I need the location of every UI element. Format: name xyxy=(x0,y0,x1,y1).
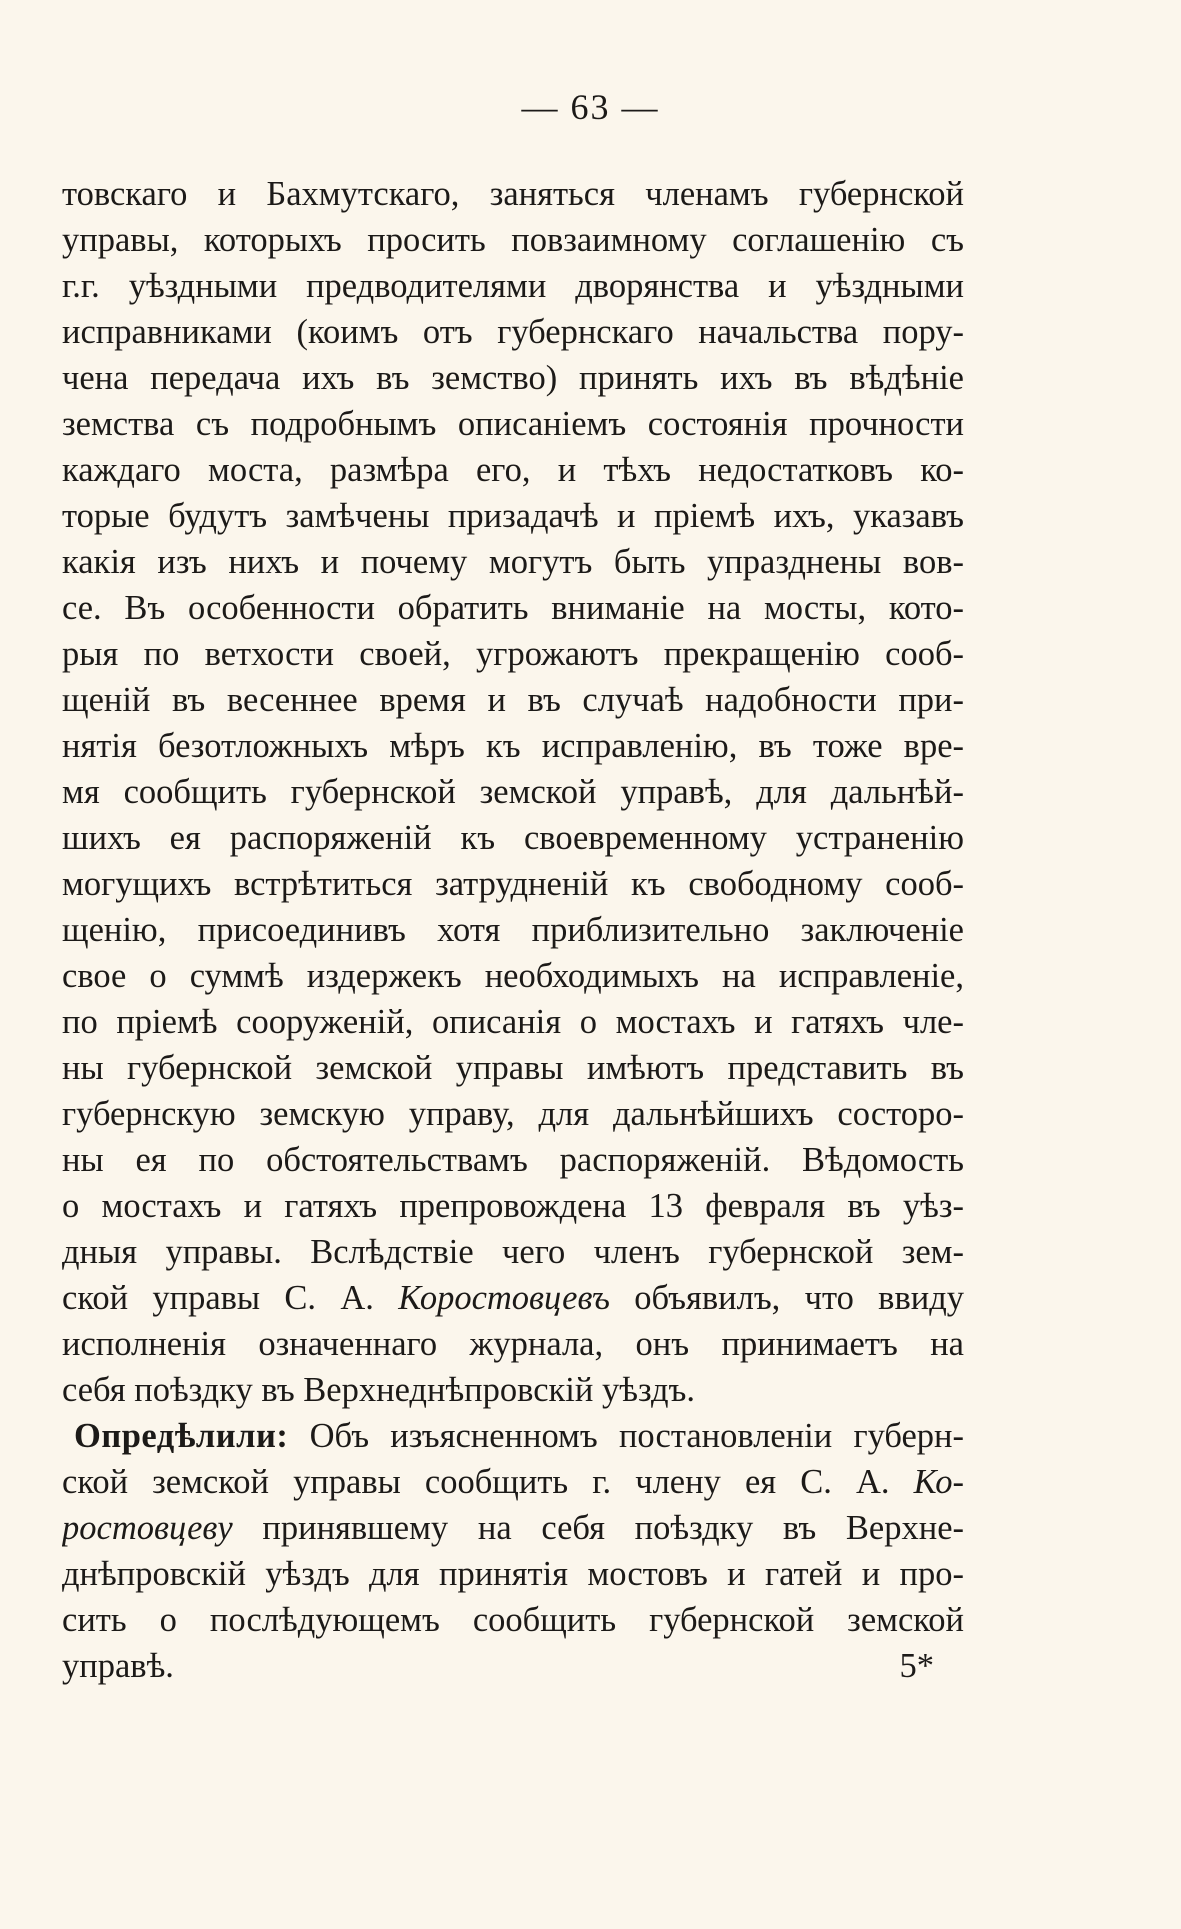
paragraph-end-line: себя поѣздку въ Верхнеднѣпровскій уѣздъ. xyxy=(62,1371,695,1409)
text-line: щеній въ весеннее время и въ случаѣ надобности при- xyxy=(62,681,964,719)
text-line: г.г. уѣздными предводителями дворянства и уѣздными xyxy=(62,267,964,305)
text-line: шихъ ея распоряженій къ своевременному устраненію xyxy=(62,819,964,857)
resolution-line-3 xyxy=(62,1505,964,1551)
text-line: по пріемѣ сооруженій, описанія о мостахъ и гатяхъ чле- xyxy=(62,1003,964,1041)
text-fragment: принявшему на себя поѣздку въ Верхне- xyxy=(232,1509,964,1547)
text-line: чена передача ихъ въ земство) принять ихъ въ вѣдѣніе xyxy=(62,359,964,397)
text-line: торые будутъ замѣчены призадачѣ и пріемѣ ихъ, указавъ xyxy=(62,497,964,535)
person-name-italic: ростовцеву xyxy=(62,1509,233,1547)
person-name-italic: Коростовцевъ xyxy=(398,1279,610,1317)
text-line-with-name xyxy=(62,1275,964,1321)
text-fragment: Объ изъясненномъ постановленіи губерн- xyxy=(288,1417,964,1455)
text-line: щенію, присоединивъ хотя приблизительно заключеніе xyxy=(62,911,964,949)
text-line: какія изъ нихъ и почему могутъ быть упразднены вов- xyxy=(62,543,964,581)
text-line: ны губернской земской управы имѣютъ представить въ xyxy=(62,1049,964,1087)
resolution-line-2 xyxy=(62,1459,964,1505)
signature-mark: 5* xyxy=(899,1647,934,1685)
text-fragment: ской управы С. А. xyxy=(62,1279,399,1317)
text-line: свое о суммѣ издержекъ необходимыхъ на исправленіе, xyxy=(62,957,964,995)
text-line: сить о послѣдующемъ сообщить губернской земской xyxy=(62,1601,964,1639)
text-fragment: объявилъ, что ввиду xyxy=(609,1279,964,1317)
text-line: товскаго и Бахмутскаго, заняться членамъ губернской xyxy=(62,175,964,213)
resolution-first-line xyxy=(62,1413,964,1459)
text-line: днѣпровскій уѣздъ для принятія мостовъ и гатей и про- xyxy=(62,1555,964,1593)
last-word: управѣ. xyxy=(62,1647,174,1685)
text-line: управы, которыхъ просить повзаимному соглашенію съ xyxy=(62,221,964,259)
text-line: дныя управы. Вслѣдствіе чего членъ губернской зем- xyxy=(62,1233,964,1271)
text-line: нятія безотложныхъ мѣръ къ исправленію, въ тоже вре- xyxy=(62,727,964,765)
resolution-label: Опредѣлили: xyxy=(74,1417,289,1455)
text-line: се. Въ особенности обратить вниманіе на мосты, кото- xyxy=(62,589,964,627)
page-number: — 63 — xyxy=(521,87,660,127)
text-line: каждаго моста, размѣра его, и тѣхъ недостатковъ ко- xyxy=(62,451,964,489)
text-line: ны ея по обстоятельствамъ распоряженій. Вѣдомость xyxy=(62,1141,964,1179)
person-name-italic: Ко- xyxy=(913,1463,964,1501)
text-line: могущихъ встрѣтиться затрудненій къ свободному сооб- xyxy=(62,865,964,903)
text-line: губернскую земскую управу, для дальнѣйшихъ состоро- xyxy=(62,1095,964,1133)
text-line: о мостахъ и гатяхъ препровождена 13 февраля въ уѣз- xyxy=(62,1187,964,1225)
text-line: рыя по ветхости своей, угрожаютъ прекращенію сооб- xyxy=(62,635,964,673)
text-line: исполненія означеннаго журнала, онъ принимаетъ на xyxy=(62,1325,964,1363)
final-line xyxy=(62,1643,964,1689)
body-text xyxy=(62,171,964,1689)
text-fragment: ской земской управы сообщить г. члену ея С. А. xyxy=(62,1463,914,1501)
text-line: исправниками (коимъ отъ губернскаго начальства пору- xyxy=(62,313,964,351)
text-line: земства съ подробнымъ описаніемъ состоянія прочности xyxy=(62,405,964,443)
text-line: мя сообщить губернской земской управѣ, для дальнѣй- xyxy=(62,773,964,811)
